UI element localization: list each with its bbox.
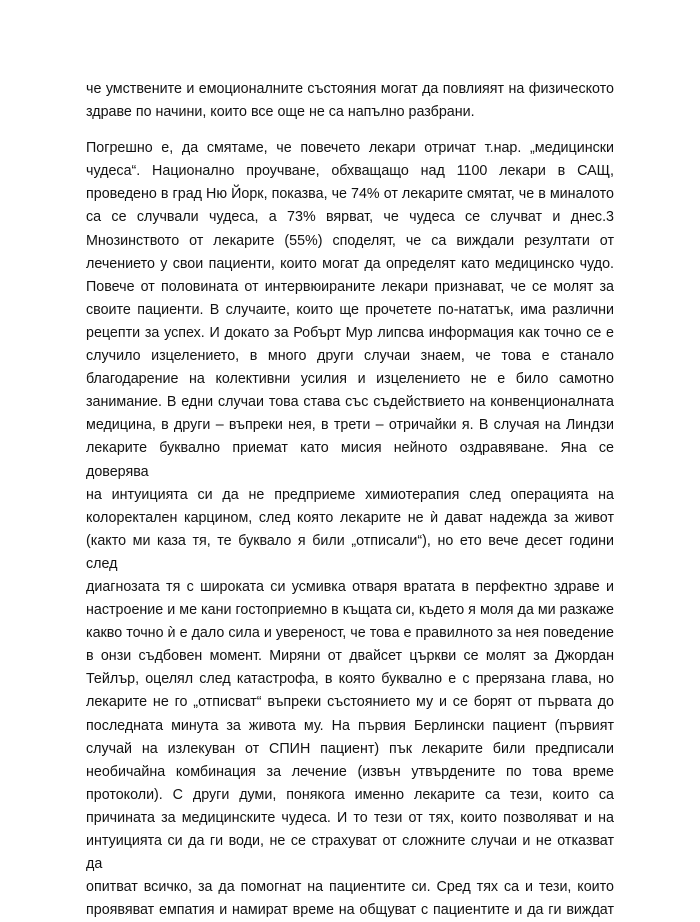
text-line: настроение и ме кани гостоприемно в къщата си, където я моля да ми разкаже [86, 602, 614, 619]
text-line: Тейлър, оцелял след катастрофа, в която буквално е с прерязана глава, но [86, 671, 614, 688]
text-line: рецепти за успех. И докато за Робърт Мур липсва информация как точно се е [86, 324, 614, 341]
text-line: здраве по начини, които все още не са напълно разбрани. [86, 104, 475, 121]
text-line: случай на излекуван от СПИН пациент) пък лекарите били предписали [86, 740, 614, 757]
text-line: чудеса“. Национално проучване, обхващащо над 1100 лекари в САЩ, [86, 163, 614, 180]
text-line: диагнозата тя с широката си усмивка отваря вратата в перфектно здраве и [86, 578, 614, 595]
paragraph-1 [86, 78, 614, 124]
text-line: какво точно ѝ е дало сила и увереност, че това е правилното за нея поведение [86, 625, 614, 642]
text-line: проведено в град Ню Йорк, показва, че 74% от лекарите смятат, че в миналото [86, 186, 614, 203]
text-line: причината за медицинските чудеса. И то тези от тях, които позволяват и на [86, 809, 614, 826]
text-line: лекарите не го „отписват“ въпреки състоянието му и се борят от първата до [86, 694, 614, 711]
document-page [86, 78, 614, 922]
text-line: Мнозинството от лекарите (55%) споделят, че са виждали резултати от [86, 232, 614, 249]
text-line: своите пациенти. В случаите, които ще прочетете по-нататък, има различни [86, 301, 614, 318]
text-line: лечението у свои пациенти, които могат да определят като медицинско чудо. [86, 255, 614, 272]
text-line: медицина, в други – въпреки нея, в трети – отричайки я. В случая на Линдзи [86, 417, 614, 434]
text-line: лекарите буквално приемат като мисия нейното оздравяване. Яна се доверява [86, 440, 614, 480]
text-line: опитват всичко, за да помогнат на пациентите си. Сред тях са и тези, които [86, 879, 614, 896]
text-line: колоректален карцином, след която лекарите не ѝ дават надежда за живот [86, 509, 614, 526]
text-line: интуицията си да ги води, не се страхуват от сложните случаи и не отказват да [86, 833, 614, 873]
text-line: благодарение на колективни усилия и изцелението не е било самотно [86, 371, 614, 388]
text-line: последната минута за живота му. На първия Берлински пациент (първият [86, 717, 614, 734]
text-line: (както ми каза тя, те буквало я били „отписали“), но ето вече десет години след [86, 532, 614, 572]
text-line: са се случвали чудеса, а 73% вярват, че чудеса се случват и днес.3 [86, 209, 614, 226]
text-line: Повече от половината от интервюираните лекари признават, че се молят за [86, 278, 614, 295]
paragraph-2 [86, 137, 614, 922]
text-line: Погрешно е, да смятаме, че повечето лекари отричат т.нар. „медицински [86, 140, 614, 157]
text-line: необичайна комбинация за лечение (извън утвърдените по това време [86, 763, 614, 780]
text-line: в онзи съдбовен момент. Миряни от двайсет църкви се молят за Джордан [86, 648, 614, 665]
text-line: на интуицията си да не предприеме химиотерапия след операцията на [86, 486, 614, 503]
text-line: проявяват емпатия и намират време на общуват с пациентите и да ги виждат [86, 902, 614, 919]
text-line: че умствените и емоционалните състояния могат да повлияят на физическото [86, 81, 614, 97]
text-line: случило изцелението, в много други случаи знаем, че това е станало [86, 348, 614, 365]
text-line: протоколи). С други думи, понякога именно лекарите са тези, които са [86, 786, 614, 803]
text-line: занимание. В едни случаи това става със съдействието на конвенционалната [86, 394, 614, 411]
